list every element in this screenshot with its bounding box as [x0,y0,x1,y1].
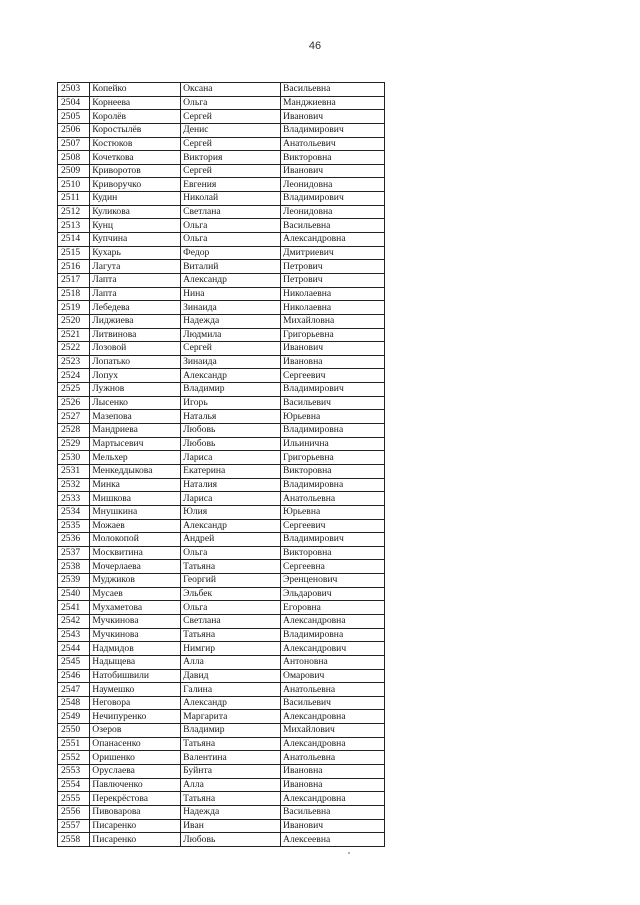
surname-cell: Лебедева [90,301,181,315]
first-name-cell: Любовь [181,424,281,438]
patronymic-cell: Владимировна [281,478,385,492]
row-number-cell: 2517 [58,273,90,287]
table-row [58,164,385,178]
first-name-cell: Сергей [181,137,281,151]
patronymic-cell: Эренценович [281,574,385,588]
patronymic-cell: Ивановна [281,765,385,779]
row-number-cell: 2504 [58,96,90,110]
row-number-cell: 2552 [58,751,90,765]
patronymic-cell: Викторовна [281,151,385,165]
table-row [58,683,385,697]
table-row [58,751,385,765]
patronymic-cell: Владимировна [281,424,385,438]
surname-cell: Надмидов [90,642,181,656]
first-name-cell: Ольга [181,601,281,615]
table-row [58,273,385,287]
surname-cell: Наумешко [90,683,181,697]
patronymic-cell: Васильевна [281,805,385,819]
table-row [58,819,385,833]
row-number-cell: 2545 [58,655,90,669]
first-name-cell: Лариса [181,492,281,506]
patronymic-cell: Григорьевна [281,328,385,342]
patronymic-cell: Ильинична [281,437,385,451]
row-number-cell: 2522 [58,342,90,356]
first-name-cell: Ольга [181,546,281,560]
row-number-cell: 2547 [58,683,90,697]
surname-cell: Лужнов [90,383,181,397]
surname-cell: Неговора [90,696,181,710]
patronymic-cell: Александровна [281,233,385,247]
row-number-cell: 2515 [58,246,90,260]
surname-cell: Мишкова [90,492,181,506]
patronymic-cell: Владимировна [281,628,385,642]
row-number-cell: 2558 [58,833,90,847]
row-number-cell: 2507 [58,137,90,151]
table-row [58,492,385,506]
row-number-cell: 2513 [58,219,90,233]
surname-cell: Можаев [90,519,181,533]
surname-cell: Корнеева [90,96,181,110]
table-row [58,519,385,533]
surname-cell: Коростылёв [90,123,181,137]
table-row [58,328,385,342]
surname-cell: Мазепова [90,410,181,424]
surname-cell: Пивоварова [90,805,181,819]
row-number-cell: 2546 [58,669,90,683]
table-row [58,355,385,369]
patronymic-cell: Анатольевна [281,751,385,765]
first-name-cell: Надежда [181,805,281,819]
patronymic-cell: Сергеевич [281,369,385,383]
first-name-cell: Нина [181,287,281,301]
surname-cell: Опанасенко [90,737,181,751]
table-row [58,233,385,247]
surname-cell: Перекрёстова [90,792,181,806]
surname-cell: Мартысевич [90,437,181,451]
surname-cell: Натобишвили [90,669,181,683]
first-name-cell: Маргарита [181,710,281,724]
table-row [58,778,385,792]
table-row [58,765,385,779]
surname-cell: Лапта [90,273,181,287]
row-number-cell: 2514 [58,233,90,247]
patronymic-cell: Александровна [281,710,385,724]
patronymic-cell: Манджиевна [281,96,385,110]
patronymic-cell: Юрьевна [281,410,385,424]
first-name-cell: Зинаида [181,355,281,369]
patronymic-cell: Александровна [281,737,385,751]
patronymic-cell: Юрьевна [281,505,385,519]
row-number-cell: 2523 [58,355,90,369]
surname-cell: Лопух [90,369,181,383]
row-number-cell: 2530 [58,451,90,465]
patronymic-cell: Васильевич [281,396,385,410]
patronymic-cell: Александровна [281,614,385,628]
first-name-cell: Александр [181,369,281,383]
surname-cell: Муджиков [90,574,181,588]
table-row [58,669,385,683]
surname-cell: Королёв [90,110,181,124]
scan-speck [348,852,350,854]
first-name-cell: Юлия [181,505,281,519]
surname-cell: Минка [90,478,181,492]
first-name-cell: Александр [181,273,281,287]
surname-cell: Молокопой [90,533,181,547]
surname-cell: Кунц [90,219,181,233]
row-number-cell: 2519 [58,301,90,315]
patronymic-cell: Антоновна [281,655,385,669]
surname-cell: Куликова [90,205,181,219]
patronymic-cell: Петрович [281,273,385,287]
first-name-cell: Татьяна [181,628,281,642]
surname-cell: Павлюченко [90,778,181,792]
row-number-cell: 2553 [58,765,90,779]
surname-cell: Оруслаева [90,765,181,779]
row-number-cell: 2506 [58,123,90,137]
row-number-cell: 2539 [58,574,90,588]
row-number-cell: 2537 [58,546,90,560]
row-number-cell: 2505 [58,110,90,124]
roster-body [58,83,385,847]
first-name-cell: Нимгир [181,642,281,656]
patronymic-cell: Анатольевич [281,137,385,151]
table-row [58,587,385,601]
row-number-cell: 2550 [58,724,90,738]
surname-cell: Мусаев [90,587,181,601]
row-number-cell: 2536 [58,533,90,547]
surname-cell: Писаренко [90,833,181,847]
table-row [58,724,385,738]
first-name-cell: Ольга [181,96,281,110]
surname-cell: Лиджиева [90,314,181,328]
patronymic-cell: Леонидовна [281,205,385,219]
first-name-cell: Андрей [181,533,281,547]
table-row [58,151,385,165]
surname-cell: Мельхер [90,451,181,465]
patronymic-cell: Иванович [281,342,385,356]
surname-cell: Надыщева [90,655,181,669]
surname-cell: Лозовой [90,342,181,356]
first-name-cell: Валентина [181,751,281,765]
first-name-cell: Давид [181,669,281,683]
surname-cell: Криворотов [90,164,181,178]
table-row [58,696,385,710]
table-row [58,655,385,669]
row-number-cell: 2556 [58,805,90,819]
patronymic-cell: Анатольевна [281,492,385,506]
surname-cell: Лысенко [90,396,181,410]
row-number-cell: 2551 [58,737,90,751]
table-row [58,451,385,465]
table-row [58,314,385,328]
row-number-cell: 2532 [58,478,90,492]
table-row [58,533,385,547]
first-name-cell: Денис [181,123,281,137]
first-name-cell: Ольга [181,233,281,247]
patronymic-cell: Иванович [281,110,385,124]
first-name-cell: Игорь [181,396,281,410]
patronymic-cell: Александровна [281,792,385,806]
first-name-cell: Виталий [181,260,281,274]
table-row [58,83,385,97]
surname-cell: Купчина [90,233,181,247]
first-name-cell: Наталья [181,410,281,424]
row-number-cell: 2521 [58,328,90,342]
patronymic-cell: Анатольевна [281,683,385,697]
table-row [58,205,385,219]
table-row [58,833,385,847]
row-number-cell: 2533 [58,492,90,506]
row-number-cell: 2542 [58,614,90,628]
first-name-cell: Галина [181,683,281,697]
surname-cell: Кочеткова [90,151,181,165]
row-number-cell: 2548 [58,696,90,710]
page-number: 46 [308,40,322,52]
first-name-cell: Наталия [181,478,281,492]
table-row [58,546,385,560]
row-number-cell: 2535 [58,519,90,533]
first-name-cell: Иван [181,819,281,833]
first-name-cell: Любовь [181,833,281,847]
patronymic-cell: Иванович [281,164,385,178]
row-number-cell: 2540 [58,587,90,601]
first-name-cell: Татьяна [181,792,281,806]
patronymic-cell: Владимирович [281,383,385,397]
patronymic-cell: Владимирович [281,192,385,206]
patronymic-cell: Васильевна [281,83,385,97]
surname-cell: Копейко [90,83,181,97]
row-number-cell: 2557 [58,819,90,833]
patronymic-cell: Михайлович [281,724,385,738]
patronymic-cell: Иванович [281,819,385,833]
patronymic-cell: Васильевич [281,696,385,710]
table-row [58,410,385,424]
first-name-cell: Татьяна [181,560,281,574]
first-name-cell: Николай [181,192,281,206]
table-row [58,369,385,383]
row-number-cell: 2534 [58,505,90,519]
row-number-cell: 2531 [58,464,90,478]
surname-cell: Мухаметова [90,601,181,615]
row-number-cell: 2520 [58,314,90,328]
surname-cell: Оришенко [90,751,181,765]
patronymic-cell: Петрович [281,260,385,274]
table-row [58,505,385,519]
row-number-cell: 2528 [58,424,90,438]
first-name-cell: Сергей [181,164,281,178]
table-row [58,424,385,438]
table-row [58,383,385,397]
first-name-cell: Светлана [181,205,281,219]
row-number-cell: 2524 [58,369,90,383]
table-row [58,178,385,192]
row-number-cell: 2529 [58,437,90,451]
first-name-cell: Виктория [181,151,281,165]
first-name-cell: Людмила [181,328,281,342]
table-row [58,246,385,260]
table-row [58,110,385,124]
surname-cell: Лагута [90,260,181,274]
surname-cell: Мандриева [90,424,181,438]
patronymic-cell: Ивановна [281,778,385,792]
patronymic-cell: Сергеевна [281,560,385,574]
patronymic-cell: Михайловна [281,314,385,328]
row-number-cell: 2509 [58,164,90,178]
row-number-cell: 2512 [58,205,90,219]
row-number-cell: 2526 [58,396,90,410]
surname-cell: Мучкинова [90,614,181,628]
first-name-cell: Владимир [181,383,281,397]
surname-cell: Лопатько [90,355,181,369]
table-row [58,260,385,274]
row-number-cell: 2527 [58,410,90,424]
first-name-cell: Федор [181,246,281,260]
surname-cell: Мучкинова [90,628,181,642]
table-row [58,574,385,588]
first-name-cell: Сергей [181,110,281,124]
table-row [58,737,385,751]
surname-cell: Криворучко [90,178,181,192]
first-name-cell: Георгий [181,574,281,588]
patronymic-cell: Леонидовна [281,178,385,192]
table-row [58,628,385,642]
surname-cell: Нечипуренко [90,710,181,724]
patronymic-cell: Эльдарович [281,587,385,601]
table-row [58,123,385,137]
table-row [58,287,385,301]
table-row [58,96,385,110]
surname-cell: Лапта [90,287,181,301]
first-name-cell: Екатерина [181,464,281,478]
table-row [58,710,385,724]
table-row [58,642,385,656]
patronymic-cell: Викторовна [281,546,385,560]
table-row [58,396,385,410]
patronymic-cell: Ивановна [281,355,385,369]
row-number-cell: 2549 [58,710,90,724]
first-name-cell: Алла [181,778,281,792]
first-name-cell: Зинаида [181,301,281,315]
patronymic-cell: Дмитриевич [281,246,385,260]
first-name-cell: Лариса [181,451,281,465]
first-name-cell: Владимир [181,724,281,738]
table-row [58,219,385,233]
first-name-cell: Ольга [181,219,281,233]
patronymic-cell: Николаевна [281,301,385,315]
table-row [58,464,385,478]
table-row [58,601,385,615]
first-name-cell: Сергей [181,342,281,356]
surname-cell: Мнушкина [90,505,181,519]
row-number-cell: 2544 [58,642,90,656]
patronymic-cell: Васильевна [281,219,385,233]
first-name-cell: Эльбек [181,587,281,601]
table-row [58,805,385,819]
patronymic-cell: Омарович [281,669,385,683]
first-name-cell: Оксана [181,83,281,97]
first-name-cell: Надежда [181,314,281,328]
patronymic-cell: Викторовна [281,464,385,478]
row-number-cell: 2516 [58,260,90,274]
table-row [58,192,385,206]
row-number-cell: 2511 [58,192,90,206]
first-name-cell: Светлана [181,614,281,628]
row-number-cell: 2510 [58,178,90,192]
row-number-cell: 2538 [58,560,90,574]
row-number-cell: 2508 [58,151,90,165]
table-row [58,342,385,356]
surname-cell: Кудин [90,192,181,206]
table-row [58,792,385,806]
patronymic-cell: Владимирович [281,533,385,547]
first-name-cell: Татьяна [181,737,281,751]
patronymic-cell: Сергеевич [281,519,385,533]
row-number-cell: 2555 [58,792,90,806]
patronymic-cell: Владимирович [281,123,385,137]
roster-table [57,82,385,847]
patronymic-cell: Григорьевна [281,451,385,465]
first-name-cell: Буйнта [181,765,281,779]
patronymic-cell: Николаевна [281,287,385,301]
row-number-cell: 2541 [58,601,90,615]
table-row [58,478,385,492]
first-name-cell: Александр [181,696,281,710]
table-row [58,614,385,628]
surname-cell: Москвитина [90,546,181,560]
patronymic-cell: Егоровна [281,601,385,615]
first-name-cell: Александр [181,519,281,533]
row-number-cell: 2518 [58,287,90,301]
row-number-cell: 2543 [58,628,90,642]
first-name-cell: Алла [181,655,281,669]
surname-cell: Мочерлаева [90,560,181,574]
row-number-cell: 2503 [58,83,90,97]
table-row [58,437,385,451]
surname-cell: Кухарь [90,246,181,260]
table-row [58,137,385,151]
surname-cell: Литвинова [90,328,181,342]
first-name-cell: Евгения [181,178,281,192]
surname-cell: Менкеддыкова [90,464,181,478]
surname-cell: Костюков [90,137,181,151]
table-row [58,301,385,315]
surname-cell: Писаренко [90,819,181,833]
patronymic-cell: Александрович [281,642,385,656]
row-number-cell: 2525 [58,383,90,397]
row-number-cell: 2554 [58,778,90,792]
surname-cell: Озеров [90,724,181,738]
table-row [58,560,385,574]
first-name-cell: Любовь [181,437,281,451]
patronymic-cell: Алексеевна [281,833,385,847]
